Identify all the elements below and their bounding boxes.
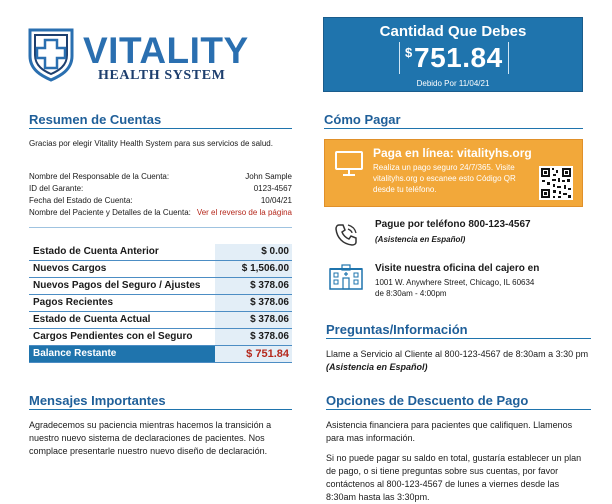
- due-date: Debido Por 11/04/21: [416, 79, 490, 88]
- info-row-responsible: [29, 172, 292, 182]
- discount-heading: Opciones de Descuento de Pago: [326, 393, 529, 408]
- table-row: [29, 244, 292, 261]
- table-row: [29, 329, 292, 346]
- amount-value-frame: [399, 42, 509, 74]
- row-label: Pagos Recientes: [33, 297, 114, 308]
- row-label: Nuevos Pagos del Seguro / Ajustes: [33, 280, 201, 291]
- row-label: Cargos Pendientes con el Seguro: [33, 331, 193, 342]
- monitor-icon: [334, 150, 364, 178]
- amount-number: 751.84: [414, 42, 503, 73]
- cross-shield-icon: [26, 26, 76, 82]
- pay-online-text: Realiza un pago seguro 24/7/365. Visite vitalityhs.org o escanee esto Código QR desde tu teléfono.: [373, 163, 516, 194]
- info-label: Nombre del Paciente y Detalles de la Cuenta:: [29, 208, 191, 217]
- logo-name: VITALITY: [83, 30, 249, 71]
- messages-rule: [29, 409, 292, 410]
- summary-intro: Gracias por elegir Vitality Health System para sus servicios de salud.: [29, 139, 273, 148]
- info-value: 0123-4567: [253, 184, 292, 193]
- pay-online-box[interactable]: [324, 139, 583, 207]
- pay-rule: [324, 128, 583, 129]
- row-label: Estado de Cuenta Anterior: [33, 246, 159, 257]
- table-row: [29, 261, 292, 278]
- summary-rule: [29, 128, 292, 129]
- pay-office-addr1: 1001 W. Anywhere Street, Chicago, IL 60634: [375, 278, 535, 287]
- row-value: $ 378.06: [215, 312, 292, 328]
- messages-heading: Mensajes Importantes: [29, 393, 166, 408]
- pay-online-title[interactable]: Paga en línea: vitalityhs.org: [373, 146, 532, 160]
- questions-body: Llame a Servicio al Cliente al 800-123-4567 de 8:30am a 3:30 pm: [326, 349, 589, 359]
- pay-phone-sub: (Asistencia en Español): [375, 235, 466, 244]
- building-icon: [328, 263, 364, 291]
- total-row: [29, 346, 292, 363]
- table-top-rule: [29, 227, 292, 228]
- qr-code[interactable]: [539, 166, 573, 200]
- row-label: Estado de Cuenta Actual: [33, 314, 151, 325]
- table-row: [29, 295, 292, 312]
- info-label: Fecha del Estado de Cuenta:: [29, 196, 133, 205]
- info-label: Nombre del Responsable de la Cuenta:: [29, 172, 170, 181]
- row-value: $ 378.06: [215, 329, 292, 345]
- logo-subtitle: HEALTH SYSTEM: [98, 68, 226, 83]
- row-label: Nuevos Cargos: [33, 263, 107, 274]
- total-value: $ 751.84: [215, 346, 292, 362]
- phone-icon: [333, 222, 359, 248]
- total-label: Balance Restante: [29, 346, 215, 362]
- messages-text: Agradecemos su paciencia mientras hacemos la transición a nuestro nuevo sistema de declaraciones de pacientes. Nos complace presentarle nuestro nuevo diseño de declaración.: [29, 420, 272, 456]
- see-reverse-link[interactable]: Ver el reverso de la página: [196, 208, 292, 217]
- questions-heading: Preguntas/Información: [326, 322, 468, 337]
- info-row-patient-details: [29, 208, 292, 218]
- discount-text-1: Asistencia financiera para pacientes que califiquen. Llamenos para mas información.: [326, 420, 573, 443]
- amount-currency: $: [405, 45, 413, 60]
- pay-heading: Cómo Pagar: [324, 112, 401, 127]
- questions-rule: [326, 338, 591, 339]
- info-value: 10/04/21: [260, 196, 292, 205]
- amount-title: Cantidad Que Debes: [379, 23, 527, 40]
- discount-rule: [326, 409, 591, 410]
- info-value: John Sample: [245, 172, 292, 181]
- info-row-statement-date: [29, 196, 292, 206]
- pay-office-title: Visite nuestra oficina del cajero en: [375, 263, 540, 274]
- info-row-guarantor: [29, 184, 292, 194]
- row-value: $ 378.06: [215, 278, 292, 294]
- pay-office-addr2: de 8:30am - 4:00pm: [375, 289, 447, 298]
- vitality-logo: [26, 26, 249, 86]
- info-label: ID del Garante:: [29, 184, 84, 193]
- pay-phone-title[interactable]: Pague por teléfono 800-123-4567: [375, 219, 531, 230]
- table-row: [29, 312, 292, 329]
- questions-emphasis: (Asistencia en Español): [326, 362, 428, 372]
- row-value: $ 1,506.00: [215, 261, 292, 277]
- questions-text: [326, 348, 591, 374]
- row-value: $ 378.06: [215, 295, 292, 311]
- row-value: $ 0.00: [215, 244, 292, 260]
- amount-due-box: [323, 17, 583, 92]
- balance-table: [29, 244, 292, 363]
- discount-text-2: Si no puede pagar su saldo en total, gustaría establecer un plan de pago, o si tiene preguntas sobre sus cuentas, por favor contáctenos al 800-123-4567 de lunes a viernes desde las 8:30am hasta las 3:30pm.: [326, 453, 582, 502]
- summary-heading: Resumen de Cuentas: [29, 112, 162, 127]
- table-row: [29, 278, 292, 295]
